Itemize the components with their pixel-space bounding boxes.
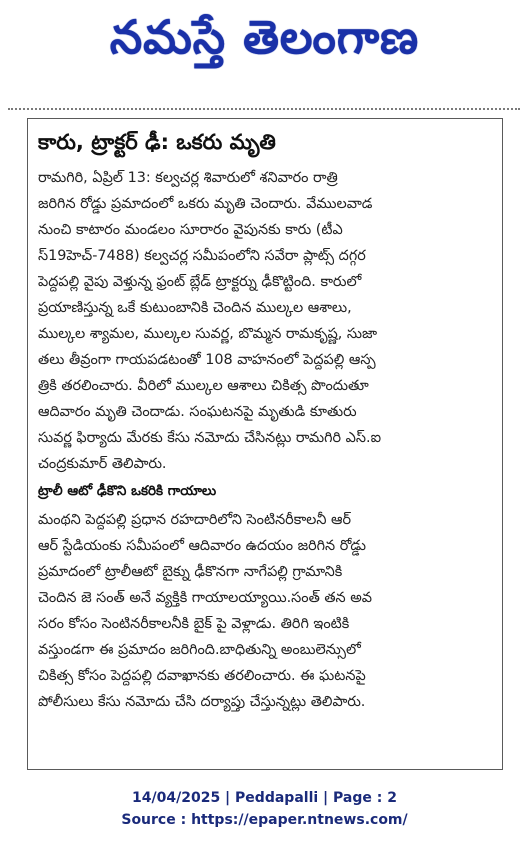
- paragraph-line: చికిత్స కోసం పెద్దపల్లి దవాఖానకు తరలించారు. ఈ ఘటనపై: [38, 668, 366, 684]
- paragraph-line: చెందిన జె సంత్ అనే వ్యక్తికి గాయాలయ్యాయి.సంత్ తన అవ: [38, 590, 372, 606]
- paragraph-line: ఆర్ స్టేడియంకు సమీపంలో ఆదివారం ఉదయం జరిగిన రోడ్డు: [38, 538, 366, 554]
- paragraph-line: ముల్కల శ్యామల, ముల్కల సువర్ణ, బొమ్మన రామకృష్ణ, సుజా: [38, 326, 377, 342]
- paragraph-line: తలు తీవ్రంగా గాయపడటంతో 108 వాహనంలో పెద్దపల్లి ఆస్ప: [38, 352, 376, 368]
- paragraph-line: ప్రయాణిస్తున్న ఒకే కుటుంబానికి చెందిన ముల్కల ఆశాలు,: [38, 300, 352, 316]
- newspaper-logo: నమస్తే తెలంగాణ: [109, 10, 420, 64]
- paragraph-line: పోలీసులు కేసు నమోదు చేసి దర్యాప్తు చేస్తున్నట్లు తెలిపారు.: [38, 694, 366, 710]
- paragraph-line: జరిగిన రోడ్డు ప్రమాదంలో ఒకరు మృతి చెందారు. వేములవాడ: [38, 196, 373, 212]
- paragraph-line: నుంచి కాటారం మండలం సూరారం వైపునకు కారు (టీఎ: [38, 222, 343, 238]
- article-subheadline: ట్రాలీ ఆటో ఢీకొని ఒకరికి గాయాలు: [38, 483, 217, 499]
- paragraph-line: పెద్దపల్లి వైపు వెళ్తున్న ఫ్రంట్ బ్లేడ్ ట్రాక్టర్ను ఢీకొట్టింది. కారులో: [38, 274, 362, 290]
- paragraph-line: త్రికి తరలించారు. వీరిలో ముల్కల ఆశాలు చికిత్స పొందుతూ: [38, 378, 369, 394]
- news-article: [27, 118, 503, 770]
- paragraph-line: వస్తుండగా ఈ ప్రమాదం జరిగింది.బాధితున్ని అంబులెన్సులో: [38, 642, 361, 658]
- article-paragraph-1: [38, 165, 492, 477]
- paragraph-line: చంద్రకుమార్ తెలిపారు.: [38, 456, 167, 472]
- masthead: [0, 0, 529, 86]
- paragraph-line: మంథని పెద్దపల్లి ప్రధాన రహదారిలోని సెంటినరీకాలనీ ఆర్: [38, 512, 352, 528]
- paragraph-line: రామగిరి, ఏప్రిల్ 13: కల్వచర్ల శివారులో శనివారం రాత్రి: [38, 170, 338, 186]
- paragraph-line: ఆదివారం మృతి చెందాడు. సంఘటనపై మృతుడి కూతురు: [38, 404, 357, 420]
- paragraph-line: సరం కోసం సెంటినరీకాలనీకి బైక్ పై వెళ్లాడు. తిరిగి ఇంటికి: [38, 616, 350, 632]
- source-link[interactable]: Source : https://epaper.ntnews.com/: [121, 812, 408, 828]
- paragraph-line: ప్రమాదంలో ట్రాలీఆటో బైక్ను ఢీకొనగా నాగేపల్లి గ్రామానికి: [38, 564, 343, 580]
- paragraph-line: స్19హెచ్-7488) కల్వచర్ల సమీపంలోని సవేరా ప్లాట్స్ దగ్గర: [38, 248, 366, 264]
- article-paragraph-2: [38, 507, 492, 715]
- edition-info: 14/04/2025 | Peddapalli | Page : 2: [132, 790, 397, 806]
- article-headline: కారు, ట్రాక్టర్ ఢీ: ఒకరు మృతి: [38, 130, 276, 154]
- paragraph-line: సువర్ణ ఫిర్యాదు మేరకు కేసు నమోదు చేసినట్లు రామగిరి ఎస్.ఐ: [38, 430, 382, 446]
- dotted-divider: [8, 108, 520, 110]
